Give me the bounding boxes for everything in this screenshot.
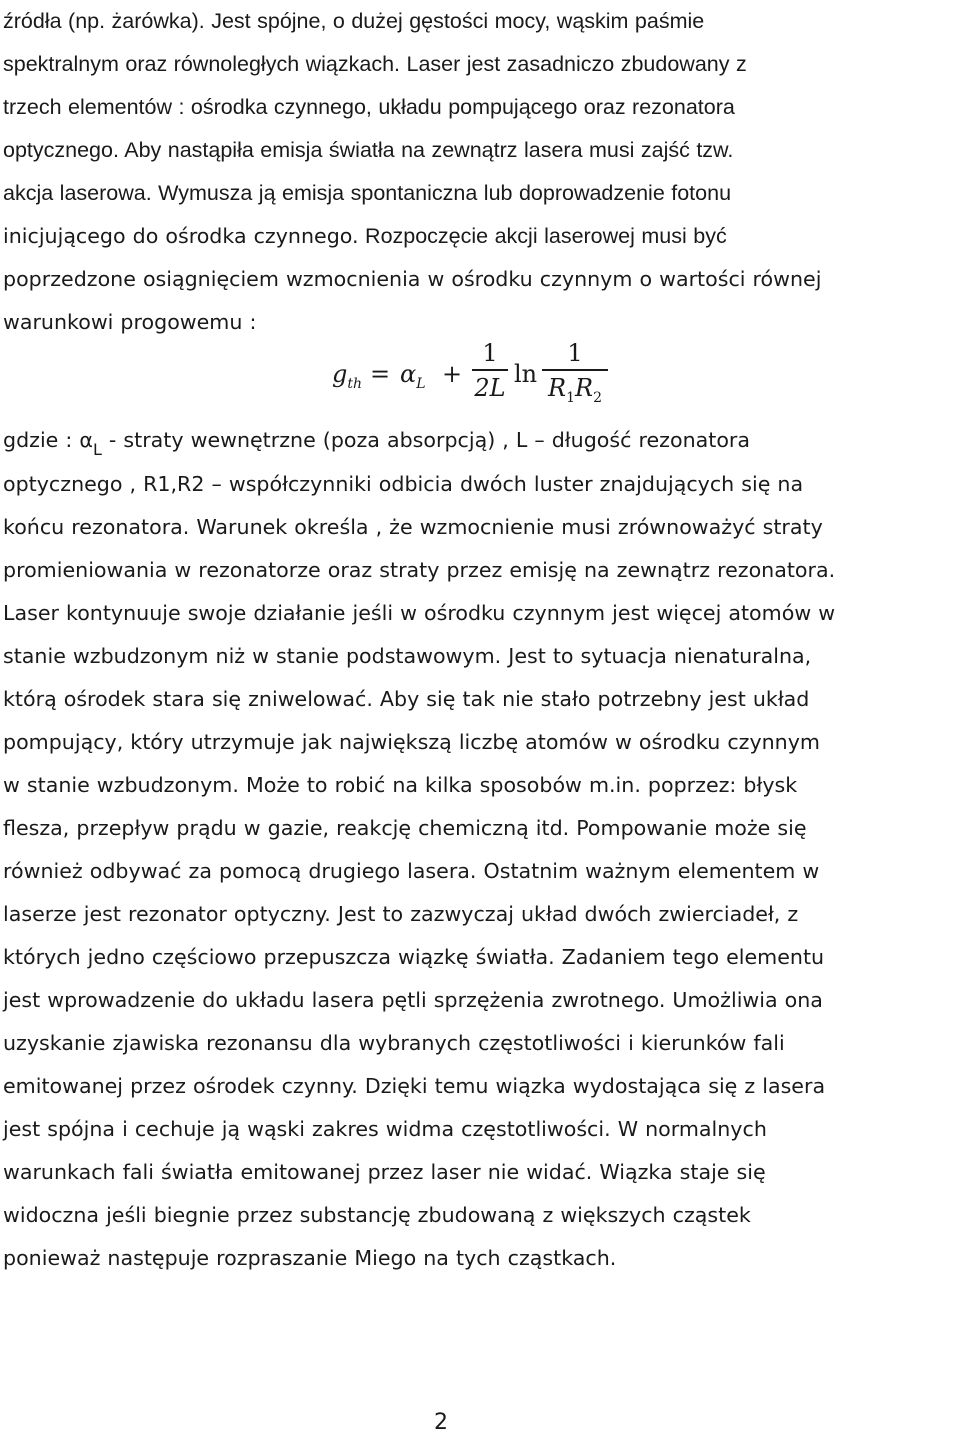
main-line: laserze jest rezonator optyczny. Jest to zazwyczaj układ dwóch zwierciadeł, z — [3, 902, 799, 926]
formula-lhs — [332, 360, 362, 392]
intro-line-3: trzech elementów : ośrodka czynnego, układu pompującego oraz rezonatora — [3, 95, 735, 119]
main-line: optycznego , R1,R2 – współczynniki odbicia dwóch luster znajdujących się na — [3, 472, 804, 496]
fraction-2-bar — [542, 369, 608, 371]
fraction-1-bar — [472, 369, 508, 371]
main-line: emitowanej przez ośrodek czynny. Dzięki temu wiązka wydostająca się z lasera — [3, 1074, 826, 1098]
main-line-1-pre: gdzie : α — [3, 428, 93, 452]
main-line: pompujący, który utrzymuje jak największą liczbę atomów w ośrodku czynnym — [3, 730, 820, 754]
main-line: w stanie wzbudzonym. Może to robić na kilka sposobów m.in. poprzez: błysk — [3, 773, 798, 797]
fraction-2-r2-sub: 2 — [593, 389, 602, 406]
fraction-2-r1-sub: 1 — [566, 389, 575, 406]
main-line: stanie wzbudzonym niż w stanie podstawowym. Jest to sytuacja nienaturalna, — [3, 644, 812, 668]
main-line: Laser kontynuuje swoje działanie jeśli w ośrodku czynnym jest więcej atomów w — [3, 601, 836, 625]
main-line-1 — [3, 428, 751, 459]
intro-line-7: poprzedzone osiągnięciem wzmocnienia w ośrodku czynnym o wartości równej — [3, 267, 822, 291]
intro-line-6a: inicjującego do ośrodka czynnego. — [3, 224, 359, 248]
formula-g: g — [332, 360, 348, 388]
main-line: końcu rezonatora. Warunek określa , że wzmocnienie musi zrównoważyć straty — [3, 515, 823, 539]
fraction-2-r1: R — [548, 374, 567, 402]
formula-th-sub: th — [347, 375, 363, 392]
main-line: jest wprowadzenie do układu lasera pętli sprzężenia zwrotnego. Umożliwia ona — [3, 988, 823, 1012]
fraction-2-numerator: 1 — [567, 339, 583, 367]
intro-line-6b: Rozpoczęcie akcji laserowej musi być — [358, 224, 727, 248]
formula-equals: = — [370, 360, 391, 388]
formula-ln: ln — [514, 360, 538, 388]
formula-fraction-1 — [472, 338, 508, 404]
intro-line-8: warunkowi progowemu : — [3, 310, 257, 334]
intro-paragraph — [3, 0, 957, 344]
formula-alpha — [400, 360, 426, 392]
fraction-1-numerator: 1 — [482, 339, 498, 367]
fraction-2-r2: R — [575, 374, 594, 402]
threshold-gain-formula — [332, 338, 622, 408]
main-line: warunkach fali światła emitowanej przez laser nie widać. Wiązka staje się — [3, 1160, 766, 1184]
page-number: 2 — [434, 1410, 448, 1435]
fraction-1-denominator: 2L — [474, 374, 506, 402]
main-line: którą ośrodek stara się zniwelować. Aby się tak nie stało potrzebny jest układ — [3, 687, 810, 711]
intro-line-4: optycznego. Aby nastąpiła emisja światła na zewnątrz lasera musi zajść tzw. — [3, 138, 734, 162]
main-line: uzyskanie zjawiska rezonansu dla wybranych częstotliwości i kierunków fali — [3, 1031, 785, 1055]
main-line: flesza, przepływ prądu w gazie, reakcję chemiczną itd. Pompowanie może się — [3, 816, 807, 840]
main-line: promieniowania w rezonatorze oraz straty przez emisję na zewnątrz rezonatora. — [3, 558, 836, 582]
intro-line-5: akcja laserowa. Wymusza ją emisja spontaniczna lub doprowadzenie fotonu — [3, 181, 732, 205]
formula-alpha-symbol: α — [400, 360, 417, 388]
intro-line-1: źródła (np. żarówka). Jest spójne, o dużej gęstości mocy, wąskim paśmie — [3, 9, 705, 33]
main-paragraph — [3, 419, 957, 1280]
formula-alpha-sub: L — [416, 375, 426, 392]
main-line: również odbywać za pomocą drugiego lasera. Ostatnim ważnym elementem w — [3, 859, 820, 883]
main-line-1-post: - straty wewnętrzne (poza absorpcją) , L – długość rezonatora — [101, 428, 751, 452]
intro-line-2: spektralnym oraz równoległych wiązkach. Laser jest zasadniczo zbudowany z — [3, 52, 747, 76]
main-line-1-sub: L — [92, 440, 102, 459]
main-line: których jedno częściowo przepuszcza wiązkę światła. Zadaniem tego elementu — [3, 945, 825, 969]
formula-fraction-2 — [542, 338, 608, 414]
fraction-2-denominator — [542, 372, 608, 414]
main-line: widoczna jeśli biegnie przez substancję zbudowaną z większych cząstek — [3, 1203, 751, 1227]
main-line: ponieważ następuje rozpraszanie Miego na tych cząstkach. — [3, 1246, 617, 1270]
main-line: jest spójna i cechuje ją wąski zakres widma częstotliwości. W normalnych — [3, 1117, 767, 1141]
formula-plus: + — [442, 360, 463, 388]
